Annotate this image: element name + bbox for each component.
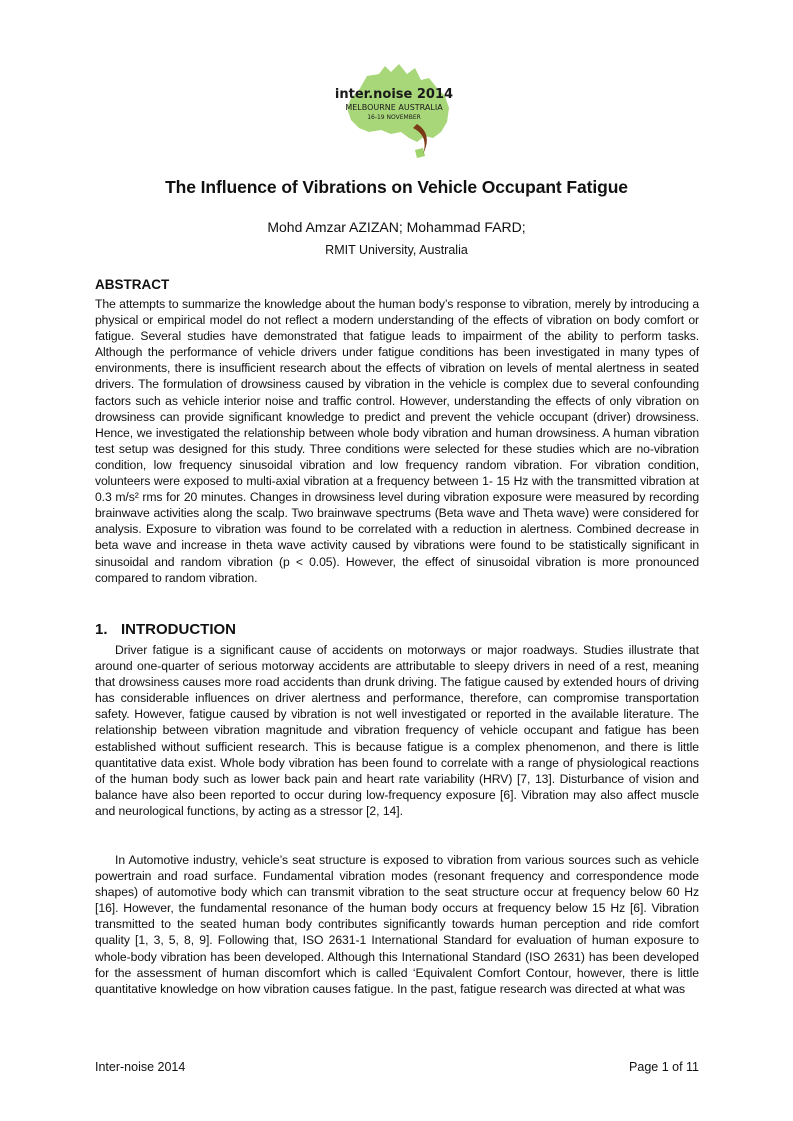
abstract-heading: ABSTRACT <box>95 277 170 292</box>
conference-logo <box>329 62 459 162</box>
abstract-text: The attempts to summarize the knowledge about the human body’s response to vibration, merely by introducing a physical or empirical model do not reflect a modern understanding of the effects of vibration on body comfort or fatigue. Several studies have demonstrated that fatigue leads to impairment of the ability to perform tasks. Although the performance of vehicle drivers under fatigue conditions has been investigated in many types of environments, there is insufficient research about the effects of vibration on levels of mental alertness in seated drivers. The formulation of drowsiness caused by vibration in the vehicle is complex due to several confounding factors such as vehicle interior noise and traffic control. However, understanding the effects of only vibration on drowsiness can provide significant knowledge to predict and prevent the vehicle occupant (driver) drowsiness. Hence, we investigated the relationship between whole body vibration and human drowsiness. A human vibration test setup was designed for this study. Three conditions were selected for these studies which are no-vibration condition, low frequency sinusoidal vibration and low frequency random vibration. For vibration condition, volunteers were exposed to multi-axial vibration at a frequency between 1- 15 Hz with the transmitted vibration at 0.3 m/s² rms for 20 minutes. Changes in drowsiness level during vibration exposure were measured by recording brainwave activities along the scalp. Two brainwave spectrums (Beta wave and Theta wave) were considered for analysis. Exposure to vibration was found to be correlated with a reduction in alertness. Combined decrease in beta wave and increase in theta wave activity caused by vibrations were found to be statistically significant in sinusoidal and random vibration (p < 0.05). However, the effect of sinusoidal vibration is more pronounced compared to random vibration. <box>95 297 699 585</box>
logo-dates: 16-19 NOVEMBER <box>367 114 421 121</box>
footer-page-number: Page 1 of 11 <box>629 1060 699 1074</box>
logo-name: inter.noise 2014 <box>334 87 454 102</box>
section-number: 1. <box>95 621 108 638</box>
paper-title: The Influence of Vibrations on Vehicle Occupant Fatigue <box>165 177 628 197</box>
intro-paragraph-2: In Automotive industry, vehicle’s seat structure is exposed to vibration from various sources such as vehicle powertrain and road surface. Fundamental vibration modes (resonant frequency and correspondence mode shapes) of automotive body which can transmit vibration to the seat structure occur at frequency below 60 Hz [16]. However, the fundamental resonance of the human body occurs at frequency below 15 Hz [6]. Vibration transmitted to the seated human body contributes significantly towards human perception and ride comfort quality [1, 3, 5, 8, 9]. Following that, ISO 2631-1 International Standard for evaluation of human exposure to whole-body vibration has been developed. Although this International Standard (ISO 2631) has been developed for the assessment of human discomfort which is called ‘Equivalent Comfort Contour, however, there is little quantitative knowledge on how vibration causes fatigue. In the past, fatigue research was directed at what was <box>95 853 699 996</box>
intro-paragraph-1: Driver fatigue is a significant cause of accidents on motorways or major roadways. Studies illustrate that around one-quarter of serious motorway accidents are attributable to sleepy drivers in need of a rest, meaning that drowsiness causes more road accidents than drunk driving. The fatigue caused by extended hours of driving has considerable influences on driver alertness and performance, therefore, can compromise transportation safety. However, fatigue caused by vibration is not well investigated or reported in the available literature. The relationship between vibration magnitude and vibration frequency of vehicle occupant and fatigue has been established without sufficient research. This is because fatigue is a complex phenomenon, and there is little quantitative data exist. Whole body vibration has been found to correlate with a range of physiological reactions of the human body such as lower back pain and heart rate variability (HRV) [7, 13]. Disturbance of vision and balance have also been reported to occur during low-frequency exposure [6]. Vibration may also affect muscle and neurological functions, by acting as a stressor [2, 14]. <box>95 643 699 818</box>
tasmania-shape <box>415 148 425 158</box>
paper-affiliation: RMIT University, Australia <box>325 243 468 257</box>
footer-conference: Inter-noise 2014 <box>95 1060 186 1074</box>
logo-location: MELBOURNE AUSTRALIA <box>345 103 443 112</box>
section-heading-introduction <box>95 621 236 638</box>
section-title: INTRODUCTION <box>121 621 236 638</box>
paper-authors: Mohd Amzar AZIZAN; Mohammad FARD; <box>267 219 526 235</box>
